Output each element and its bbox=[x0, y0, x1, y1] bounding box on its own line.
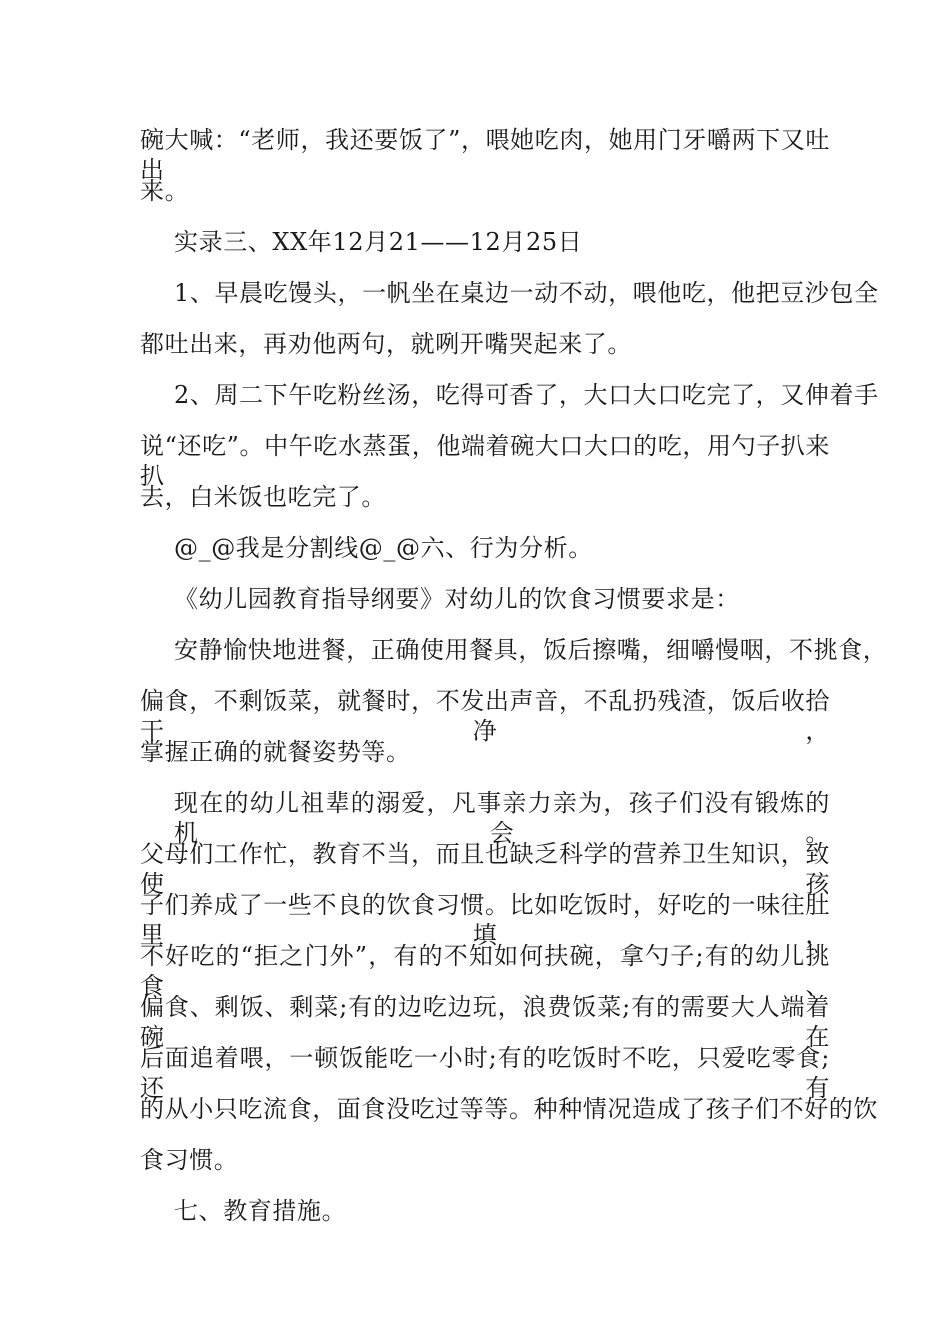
paragraph-line: 说“还吃”。中午吃水蒸蛋，他端着碗大口大口的吃，用勺子扒来扒 bbox=[140, 432, 830, 490]
paragraph-line: 不好吃的“拒之门外”，有的不知如何扶碗，拿勺子;有的幼儿挑食、 bbox=[140, 942, 830, 1000]
paragraph-line: 掌握正确的就餐姿势等。 bbox=[140, 738, 411, 766]
paragraph-line: 食习惯。 bbox=[140, 1146, 239, 1174]
paragraph-line: 去，白米饭也吃完了。 bbox=[140, 483, 386, 511]
paragraph-line: 的从小只吃流食，面食没吃过等等。种种情况造成了孩子们不好的饮 bbox=[140, 1095, 878, 1123]
paragraph-line: 来。 bbox=[140, 177, 190, 205]
paragraph-line: 偏食、剩饭、剩菜;有的边吃边玩，浪费饭菜;有的需要大人端着碗在 bbox=[140, 993, 830, 1051]
paragraph-line: 都吐出来，再劝他两句，就咧开嘴哭起来了。 bbox=[140, 330, 632, 358]
paragraph-line: 后面追着喂，一顿饭能吃一小时;有的吃饭时不吃，只爱吃零食;还有 bbox=[140, 1044, 830, 1102]
divider-heading: @_@我是分割线@_@六、行为分析。 bbox=[174, 534, 593, 562]
paragraph-line: 安静愉快地进餐，正确使用餐具，饭后擦嘴，细嚼慢咽，不挑食， bbox=[174, 636, 888, 664]
section-heading: 七、教育措施。 bbox=[174, 1197, 347, 1225]
section-heading: 实录三、XX年12月21——12月25日 bbox=[174, 228, 583, 256]
paragraph-line: 现在的幼儿祖辈的溺爱，凡事亲力亲为，孩子们没有锻炼的机会。 bbox=[174, 789, 830, 847]
paragraph-line: 《幼儿园教育指导纲要》对幼儿的饮食习惯要求是： bbox=[174, 585, 740, 613]
paragraph-line: 碗大喊：“老师，我还要饭了”，喂她吃肉，她用门牙嚼两下又吐出 bbox=[140, 126, 830, 184]
paragraph-line: 2、周二下午吃粉丝汤，吃得可香了，大口大口吃完了，又伸着手 bbox=[174, 381, 879, 409]
paragraph-line: 偏食，不剩饭菜，就餐时，不发出声音，不乱扔残渣，饭后收拾干净， bbox=[140, 687, 830, 745]
paragraph-line: 父母们工作忙，教育不当，而且也缺乏科学的营养卫生知识，致使孩 bbox=[140, 840, 830, 898]
paragraph-line: 1、早晨吃馒头，一帆坐在桌边一动不动，喂他吃，他把豆沙包全 bbox=[174, 279, 879, 307]
paragraph-line: 子们养成了一些不良的饮食习惯。比如吃饭时，好吃的一味往肚里填， bbox=[140, 891, 830, 949]
